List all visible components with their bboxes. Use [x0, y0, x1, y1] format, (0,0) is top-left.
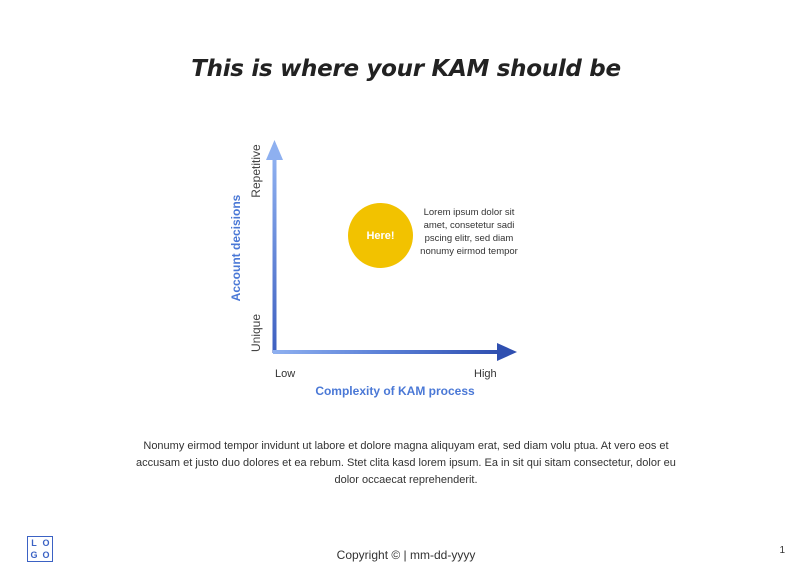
page-number: 1 [779, 545, 785, 556]
x-axis-arrowhead [497, 343, 517, 361]
footer-copyright: Copyright © | mm-dd-yyyy [336, 548, 476, 562]
logo-letter: O [42, 549, 50, 560]
y-axis-line [273, 158, 277, 353]
here-marker-label: Here! [366, 229, 395, 242]
x-axis-right-label: High [474, 368, 497, 380]
body-paragraph: Nonumy eirmod tempor invidunt ut labore et dolore magna aliquyam erat, sed diam volu ptua. At vero eos et accusam et justo duo dolores et ea rebum. Stet clita kasd lorem ipsum. Ea in sit qui sitam consectetur, dolor eu dolor occaecat reprehenderit. [136, 440, 676, 486]
y-axis-arrowhead [266, 140, 283, 160]
y-axis-bottom-label: Unique [249, 313, 263, 353]
logo-letter: G [30, 549, 38, 560]
here-marker-description: Lorem ipsum dolor sit amet, consetetur sadi pscing elitr, sed diam nonumy eirmod tempor [420, 207, 518, 257]
page-title: This is where your KAM should be [191, 56, 621, 82]
y-axis-top-label: Repetitive [249, 144, 263, 198]
x-axis-line [273, 350, 499, 354]
logo-letter: L [31, 537, 37, 548]
here-marker [348, 203, 413, 268]
x-axis-left-label: Low [275, 368, 296, 380]
y-axis-title: Account decisions [229, 194, 243, 302]
x-axis-title: Complexity of KAM process [315, 384, 475, 398]
logo-letter: O [42, 537, 50, 548]
